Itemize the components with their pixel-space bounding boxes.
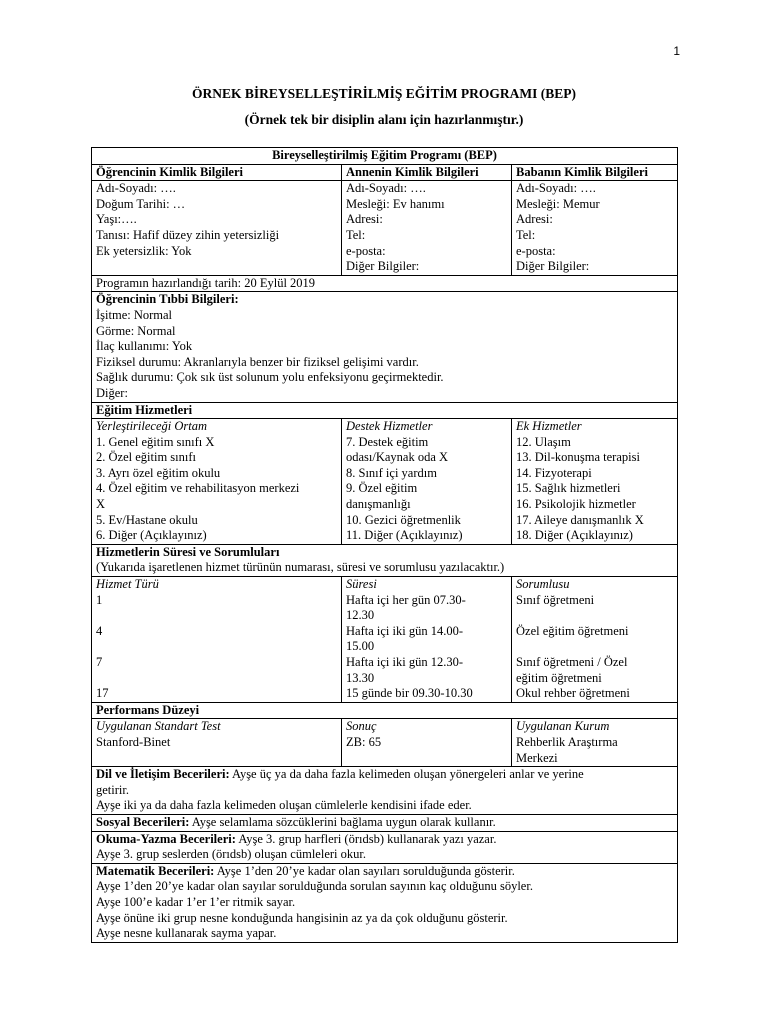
duration-item: 15.00: [346, 639, 375, 654]
support-services-cell: [342, 419, 512, 545]
institution-cell: [512, 719, 678, 767]
medical-line: İlaç kullanımı: Yok: [96, 339, 193, 354]
skill-line: Ayşe önüne iki grup nesne konduğunda hangisinin az ya da çok olduğunu gösterir.: [96, 910, 508, 925]
responsible-item: Okul rehber öğretmeni: [516, 686, 630, 701]
placement-header: Yerleştirileceği Ortam: [96, 419, 207, 434]
skill-line: Ayşe selamlama sözcüklerini bağlama uygun olarak kullanır.: [189, 814, 496, 829]
support-item: 8. Sınıf içi yardım: [346, 465, 437, 480]
service-type-item: 4: [96, 623, 103, 638]
skill-line: getirir.: [96, 782, 129, 797]
service-type-item: 7: [96, 655, 103, 669]
responsible-item: Sınıf öğretmeni: [516, 592, 595, 607]
service-type-item: 17: [96, 686, 109, 701]
support-item: odası/Kaynak oda X: [346, 450, 449, 465]
document-title: ÖRNEK BİREYSELLEŞTİRİLMİŞ EĞİTİM PROGRAMI (BEP): [191, 86, 577, 101]
placement-cell: [92, 419, 342, 545]
performance-header: Performans Düzeyi: [92, 702, 678, 719]
extra-item: 12. Ulaşım: [516, 434, 571, 449]
service-type-item: 1: [96, 592, 103, 607]
services-header-row: [92, 402, 678, 419]
responsible-item: Özel eğitim öğretmeni: [516, 623, 629, 638]
placement-item: X: [96, 497, 106, 512]
page-number: 1: [673, 44, 680, 58]
mother-identity-cell: [342, 181, 512, 276]
mother-line: e-posta:: [346, 243, 386, 258]
duration-item: Hafta içi iki gün 14.00-: [346, 623, 463, 638]
skill-label: Dil ve İletişim Becerileri:: [96, 767, 230, 782]
skill-line: Ayşe 100’e kadar 1’er 1’er ritmik sayar.: [96, 894, 296, 909]
result-value: ZB: 65: [346, 734, 382, 749]
identity-header-row: [92, 164, 678, 181]
skill-line: Ayşe 3. grup seslerden (örıdsb) oluşan cümleleri okur.: [96, 847, 366, 862]
mother-line: Adresi:: [346, 212, 383, 227]
placement-item: 1. Genel eğitim sınıfı X: [96, 434, 215, 449]
support-item: 11. Diğer (Açıklayınız): [346, 528, 463, 543]
duration-item: Hafta içi iki gün 12.30-: [346, 655, 463, 669]
duration-item: 12.30: [346, 608, 375, 623]
medical-header: Öğrencinin Tıbbi Bilgileri:: [96, 292, 239, 307]
identity-row: [92, 181, 678, 276]
extra-services-header: Ek Hizmetler: [516, 419, 582, 434]
medical-row: [92, 292, 678, 402]
extra-item: 16. Psikolojik hizmetler: [516, 497, 636, 512]
literacy-skills-cell: [92, 831, 678, 863]
duration-note: (Yukarıda işaretlenen hizmet türünün numarası, süresi ve sorumlusu yazılacaktır.): [96, 560, 505, 575]
service-type-item: [96, 608, 337, 624]
duration-header-row: [92, 544, 678, 576]
medical-line: Sağlık durumu: Çok sık üst solunum yolu enfeksiyonu geçirmektedir.: [96, 370, 444, 385]
responsible-header: Sorumlusu: [516, 577, 570, 592]
student-identity-header: Öğrencinin Kimlik Bilgileri: [92, 164, 342, 181]
support-services-header: Destek Hizmetler: [346, 419, 433, 434]
student-identity-cell: [92, 181, 342, 276]
social-skills-row: [92, 814, 678, 831]
student-line: Ek yetersizlik: Yok: [96, 243, 192, 258]
support-item: danışmanlığı: [346, 497, 411, 512]
medical-cell: [92, 292, 678, 402]
father-line: Adresi:: [516, 212, 553, 227]
duration-col-header: Süresi: [346, 577, 377, 592]
document-subtitle: (Örnek tek bir disiplin alanı için hazırlanmıştır.): [244, 112, 524, 127]
skill-line: Ayşe 1’den 20’ye kadar olan sayılar sorulduğunda sorulan sayının kaç olduğunu söyler.: [96, 879, 533, 894]
medical-line: Diğer:: [96, 385, 128, 400]
skill-line: Ayşe 1’den 20’ye kadar olan sayıları sorulduğunda gösterir.: [214, 863, 515, 878]
result-header: Sonuç: [346, 719, 377, 734]
skill-line: Ayşe iki ya da daha fazla kelimeden oluşan cümlelerle kendisini ifade eder.: [96, 798, 472, 813]
father-identity-header: Babanın Kimlik Bilgileri: [512, 164, 678, 181]
test-header: Uygulanan Standart Test: [96, 719, 221, 734]
table-title: Bireyselleştirilmiş Eğitim Programı (BEP): [92, 148, 678, 165]
support-item: 9. Özel eğitim: [346, 481, 418, 496]
bep-table: [91, 147, 678, 943]
father-identity-cell: [512, 181, 678, 276]
extra-item: 17. Aileye danışmanlık X: [516, 512, 644, 527]
test-value: Stanford-Binet: [96, 734, 171, 749]
father-line: Adı-Soyadı: ….: [516, 181, 596, 196]
mother-line: Tel:: [346, 227, 366, 242]
duration-item: 15 günde bir 09.30-10.30: [346, 686, 473, 701]
skill-label: Matematik Becerileri:: [96, 863, 215, 878]
language-skills-row: [92, 767, 678, 815]
father-line: Mesleği: Memur: [516, 196, 600, 211]
extra-services-cell: [512, 419, 678, 545]
performance-header-row: [92, 702, 678, 719]
services-header: Eğitim Hizmetleri: [92, 402, 678, 419]
service-type-item: [96, 639, 337, 655]
mother-line: Mesleği: Ev hanımı: [346, 196, 445, 211]
duration-item: Hafta içi her gün 07.30-: [346, 592, 466, 607]
extra-item: 18. Diğer (Açıklayınız): [516, 528, 633, 543]
medical-line: Görme: Normal: [96, 323, 176, 338]
responsible-item: [516, 608, 673, 624]
duration-item: 13.30: [346, 670, 375, 685]
student-line: Tanısı: Hafif düzey zihin yetersizliği: [96, 227, 280, 242]
student-line: Adı-Soyadı: ….: [96, 181, 176, 196]
extra-item: 14. Fizyoterapi: [516, 465, 592, 480]
institution-line: Rehberlik Araştırma: [516, 734, 618, 749]
placement-item: 2. Özel eğitim sınıfı: [96, 450, 196, 465]
services-row: [92, 419, 678, 545]
literacy-skills-row: [92, 831, 678, 863]
placement-item: 4. Özel eğitim ve rehabilitasyon merkezi: [96, 481, 300, 496]
institution-line: Merkezi: [516, 750, 558, 765]
placement-item: 6. Diğer (Açıklayınız): [96, 528, 207, 543]
test-cell: [92, 719, 342, 767]
duration-row: [92, 577, 678, 703]
result-cell: [342, 719, 512, 767]
mother-line: Diğer Bilgiler:: [346, 259, 420, 274]
service-type-cell: [92, 577, 342, 703]
father-line: e-posta:: [516, 243, 556, 258]
medical-line: Fiziksel durumu: Akranlarıyla benzer bir fiziksel gelişimi vardır.: [96, 354, 419, 369]
father-line: Tel:: [516, 227, 536, 242]
skill-label: Okuma-Yazma Becerileri:: [96, 831, 236, 846]
performance-row: [92, 719, 678, 767]
extra-item: 15. Sağlık hizmetleri: [516, 481, 621, 496]
student-line: Doğum Tarihi: …: [96, 196, 186, 211]
skill-line: Ayşe üç ya da daha fazla kelimeden oluşan yönergeleri anlar ve yerine: [229, 767, 584, 782]
math-skills-row: [92, 863, 678, 942]
service-type-header: Hizmet Türü: [96, 577, 159, 592]
social-skills-cell: [92, 814, 678, 831]
mother-identity-header: Annenin Kimlik Bilgileri: [342, 164, 512, 181]
skill-line: Ayşe 3. grup harfleri (örıdsb) kullanarak yazı yazar.: [235, 831, 497, 846]
skill-label: Sosyal Becerileri:: [96, 814, 190, 829]
service-type-item: [96, 671, 337, 687]
extra-item: 13. Dil-konuşma terapisi: [516, 450, 640, 465]
table-title-row: [92, 148, 678, 165]
responsible-item: eğitim öğretmeni: [516, 670, 602, 685]
support-item: 7. Destek eğitim: [346, 434, 429, 449]
father-line: Diğer Bilgiler:: [516, 259, 590, 274]
responsible-item: [516, 639, 673, 655]
support-item: 10. Gezici öğretmenlik: [346, 512, 461, 527]
prepared-date: Programın hazırlandığı tarih: 20 Eylül 2019: [92, 275, 678, 292]
math-skills-cell: [92, 863, 678, 942]
placement-item: 3. Ayrı özel eğitim okulu: [96, 465, 221, 480]
skill-line: Ayşe nesne kullanarak sayma yapar.: [96, 926, 277, 941]
institution-header: Uygulanan Kurum: [516, 719, 610, 734]
prepared-date-row: [92, 275, 678, 292]
responsible-item: Sınıf öğretmeni / Özel: [516, 655, 628, 669]
mother-line: Adı-Soyadı: ….: [346, 181, 426, 196]
medical-line: İşitme: Normal: [96, 307, 173, 322]
duration-header-cell: [92, 544, 678, 576]
duration-cell: [342, 577, 512, 703]
responsible-cell: [512, 577, 678, 703]
duration-header: Hizmetlerin Süresi ve Sorumluları: [96, 544, 280, 559]
language-skills-cell: [92, 767, 678, 815]
placement-item: 5. Ev/Hastane okulu: [96, 512, 198, 527]
student-line: Yaşı:….: [96, 212, 137, 227]
